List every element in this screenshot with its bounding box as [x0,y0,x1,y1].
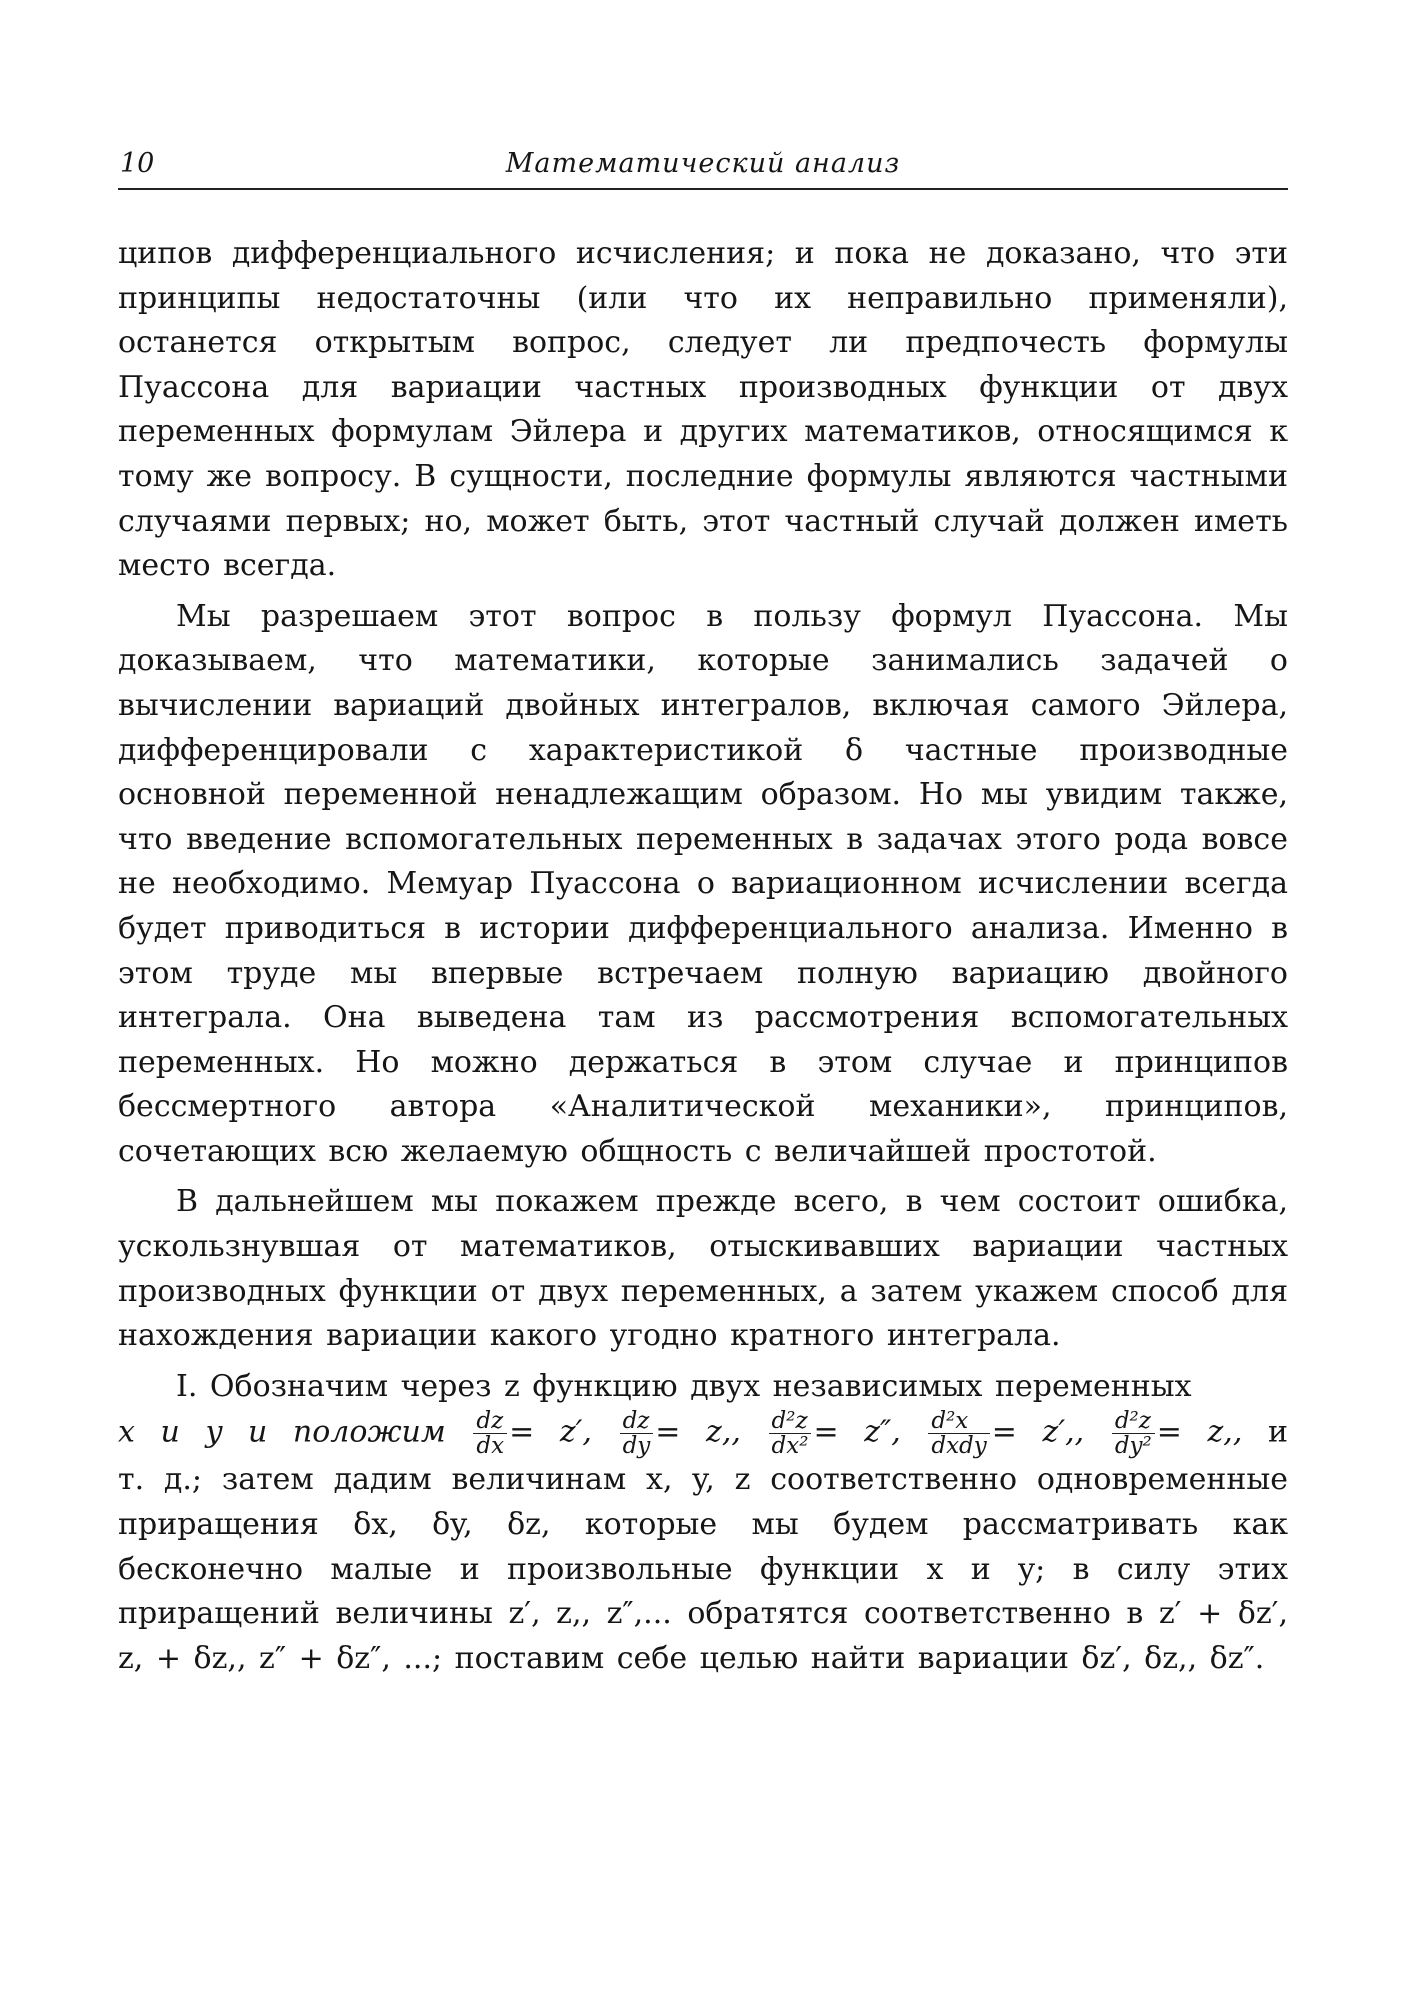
formula-lead: x и y и положим [118,1414,446,1450]
paragraph-3: В дальнейшем мы покажем прежде всего, в чем состоит ошибка, ускользнувшая от математиков, отыскивавших вариации частных производных функции от двух переменных, а затем укажем способ для нахождения вариации какого угодно кратного интеграла. [118,1184,1288,1354]
fraction-d2z-dy2 [1112,1409,1155,1458]
running-title: Математический анализ [505,148,901,179]
fraction-denominator: dy² [1114,1433,1152,1460]
paragraph-2: Мы разрешаем этот вопрос в пользу формул Пуассона. Мы доказываем, что математики, которые занимались задачей о вычислении вариаций двойных интегралов, включая самого Эйлера, дифференцировали с характеристикой δ частные производные основной переменной ненадлежащим образом. Но мы увидим также, что введение вспомогательных переменных в задачах этого рода вовсе не необходимо. Мемуар Пуассона о вариационном исчислении всегда будет приводиться в истории дифференциального анализа. Именно в этом труде мы впервые встречаем полную вариацию двойного интеграла. Она выведена там из рассмотрения вспомогательных переменных. Но можно держаться в этом случае и принципов бессмертного автора «Аналитической механики», принципов, сочетающих всю желаемую общность с величайшей простотой. [118,598,1288,1169]
section-1-rest: т. д.; затем дадим величинам x, y, z соответственно одновременные приращения δx, δy, δz, которые мы будем рассматривать как бесконечно малые и произвольные функции x и y; в силу этих приращений величины z′, z,, z″,... обратятся соответственно в z′ + δz′, z, + δz,, z″ + δz″, ...; поставим себе целью найти вариации δz′, δz,, δz″. [118,1462,1288,1676]
fraction-d2z-dx2 [769,1409,812,1458]
page-number: 10 [120,148,155,179]
formula-tail: и [1268,1414,1288,1450]
fraction-numerator: dz [473,1409,507,1434]
fraction-numerator: d²z [1112,1409,1155,1434]
running-header [118,148,1288,190]
fraction-denominator: dy [622,1433,651,1460]
fraction-denominator: dx² [771,1433,809,1460]
section-1-intro: I. Обозначим через z функцию двух независимых переменных [176,1368,1192,1404]
fraction-dz-dy [620,1409,654,1458]
fraction-rhs: = z′, [509,1414,592,1450]
fraction-numerator: d²x [928,1409,989,1434]
fraction-denominator: dx [476,1433,505,1460]
fraction-numerator: dz [620,1409,654,1434]
fraction-rhs: = z″, [813,1414,901,1450]
main-text [118,232,1288,1687]
fraction-dz-dx [473,1409,507,1458]
fraction-rhs: = z′,, [991,1414,1085,1450]
fraction-rhs: = z,, [1156,1414,1243,1450]
fraction-d2x-dxdy [928,1409,989,1458]
paragraph-1: ципов дифференциального исчисления; и пока не доказано, что эти принципы недостаточны (или что их неправильно применяли), останется открытым вопрос, следует ли предпочесть формулы Пуассона для вариации частных производных функции от двух переменных формулам Эйлера и других математиков, относящимся к тому же вопросу. В сущности, последние формулы являются частными случаями первых; но, может быть, этот частный случай должен иметь место всегда. [118,236,1288,584]
fraction-numerator: d²z [769,1409,812,1434]
definitions-formula-line [118,1409,1288,1458]
fraction-denominator: dxdy [931,1433,987,1460]
fraction-rhs: = z,, [655,1414,741,1450]
